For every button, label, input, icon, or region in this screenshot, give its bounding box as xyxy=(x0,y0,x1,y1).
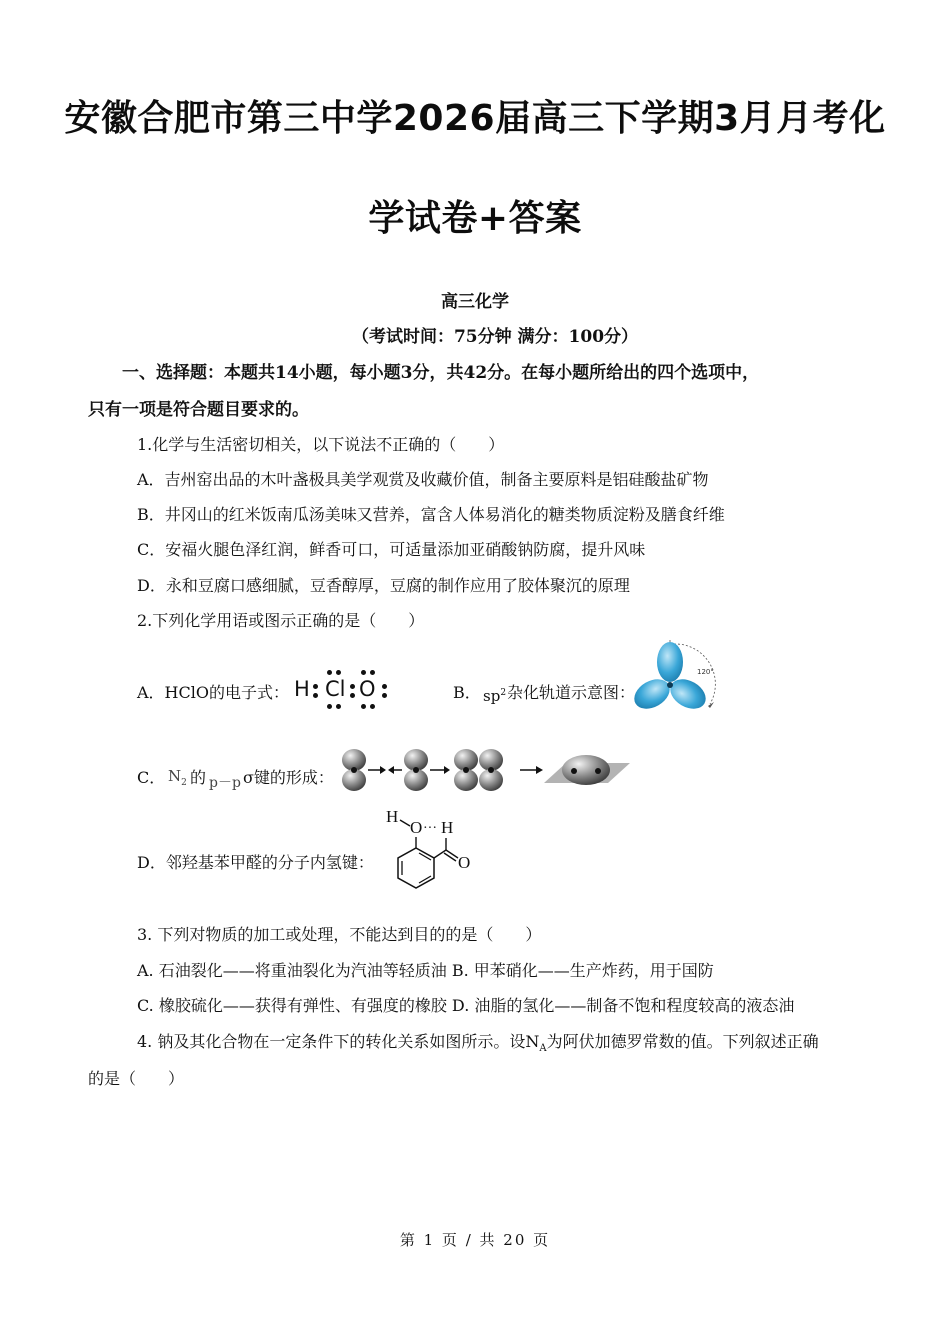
q2-option-d-label: D．邻羟基苯甲醛的分子内氢键： xyxy=(137,853,374,872)
sigma-bond-formation-diagram xyxy=(336,745,632,795)
q2-option-b-label: 杂化轨道示意图： xyxy=(507,683,636,702)
electron-dot xyxy=(361,670,366,675)
q4-stem-part2: 为阿伏加德罗常数的值。下列叙述正确 xyxy=(546,1032,819,1051)
q1-option-d: D．永和豆腐口感细腻，豆香醇厚，豆腐的制作应用了胶体聚沉的原理 xyxy=(137,576,630,595)
angle-label: 120° xyxy=(697,668,714,676)
section-heading-line2: 只有一项是符合题目要求的。 xyxy=(88,400,309,420)
electron-dot xyxy=(313,693,318,698)
chlorine-symbol: Cl xyxy=(325,677,346,701)
q2-option-a-label: A．HClO的电子式： xyxy=(137,683,289,702)
q1-stem: 1.化学与生活密切相关，以下说法不正确的（ ） xyxy=(137,435,505,454)
q2-option-b-prefix: B． xyxy=(453,683,481,702)
electron-dot xyxy=(361,704,366,709)
struct-hbond-dots: ··· xyxy=(423,821,437,836)
sp2-notation xyxy=(483,687,506,705)
electron-dot xyxy=(313,684,318,689)
electron-dot xyxy=(370,704,375,709)
hclo-electron-formula xyxy=(292,668,392,712)
o-hydroxybenzaldehyde-structure xyxy=(380,806,480,894)
q1-option-a: A．吉州窑出品的木叶盏极具美学观赏及收藏价值，制备主要原料是铝硅酸盐矿物 xyxy=(137,470,709,489)
electron-dot xyxy=(336,704,341,709)
electron-dot xyxy=(327,704,332,709)
electron-dot xyxy=(350,684,355,689)
q2-option-c-de: 的 xyxy=(190,768,207,787)
n2-formula xyxy=(168,767,187,788)
struct-o1: O xyxy=(410,818,423,837)
hydrogen-symbol: H xyxy=(294,677,310,701)
document-title-line1: 安徽合肥市第三中学2026届高三下学期3月月考化 xyxy=(64,98,886,139)
q1-option-c: C．安福火腿色泽红润，鲜香可口，可适量添加亚硝酸钠防腐，提升风味 xyxy=(137,540,646,559)
sp-superscript: 2 xyxy=(500,688,507,698)
sp-text: sp xyxy=(483,687,501,705)
q4-stem-line1 xyxy=(137,1029,819,1054)
q3-stem: 3. 下列对物质的加工或处理，不能达到目的的是（ ） xyxy=(137,925,542,944)
q4-stem-part1: 4. 钠及其化合物在一定条件下的转化关系如图所示。设 xyxy=(137,1032,526,1051)
document-title-line2: 学试卷+答案 xyxy=(368,198,582,239)
q2-stem: 2.下列化学用语或图示正确的是（ ） xyxy=(137,611,425,630)
q3-options-cd: C. 橡胶硫化——获得有弹性、有强度的橡胶 D. 油脂的氢化——制备不饱和程度较高的液态油 xyxy=(137,996,795,1015)
electron-dot xyxy=(382,693,387,698)
page-footer: 第 1 页 / 共 20 页 xyxy=(399,1231,551,1249)
q1-option-b: B．井冈山的红米饭南瓜汤美味又营养，富含人体易消化的糖类物质淀粉及膳食纤维 xyxy=(137,505,725,524)
arrow-head xyxy=(708,702,714,708)
avogadro-subscript: A xyxy=(539,1043,547,1055)
sp2-orbital-diagram xyxy=(630,636,720,716)
n2-subscript: 2 xyxy=(181,778,187,788)
struct-o2: O xyxy=(458,853,471,872)
electron-dot xyxy=(336,670,341,675)
n-symbol: N xyxy=(168,767,182,785)
subject-heading: 高三化学 xyxy=(441,292,509,312)
q4-stem-line2: 的是（ ） xyxy=(88,1069,185,1088)
electron-dot xyxy=(350,693,355,698)
electron-dot xyxy=(327,670,332,675)
section-heading-line1: 一、选择题：本题共14小题，每小题3分，共42分。在每小题所给出的四个选项中， xyxy=(122,363,760,383)
q2-option-c-label: σ键的形成： xyxy=(243,768,334,787)
struct-h2: H xyxy=(441,818,454,837)
nucleus xyxy=(667,682,673,688)
electron-dot xyxy=(370,670,375,675)
q3-options-ab: A. 石油裂化——将重油裂化为汽油等轻质油 B. 甲苯硝化——生产炸药，用于国防 xyxy=(137,961,714,980)
q2-option-c-prefix: C． xyxy=(137,768,166,787)
pp-notation: p－p xyxy=(209,775,241,791)
struct-h1: H xyxy=(386,807,399,826)
electron-dot xyxy=(382,684,387,689)
oxygen-symbol: O xyxy=(359,677,376,701)
avogadro-symbol: N xyxy=(525,1032,540,1051)
exam-info: （考试时间：75分钟 满分：100分） xyxy=(351,327,639,347)
orbital-lobe-top xyxy=(657,642,683,682)
